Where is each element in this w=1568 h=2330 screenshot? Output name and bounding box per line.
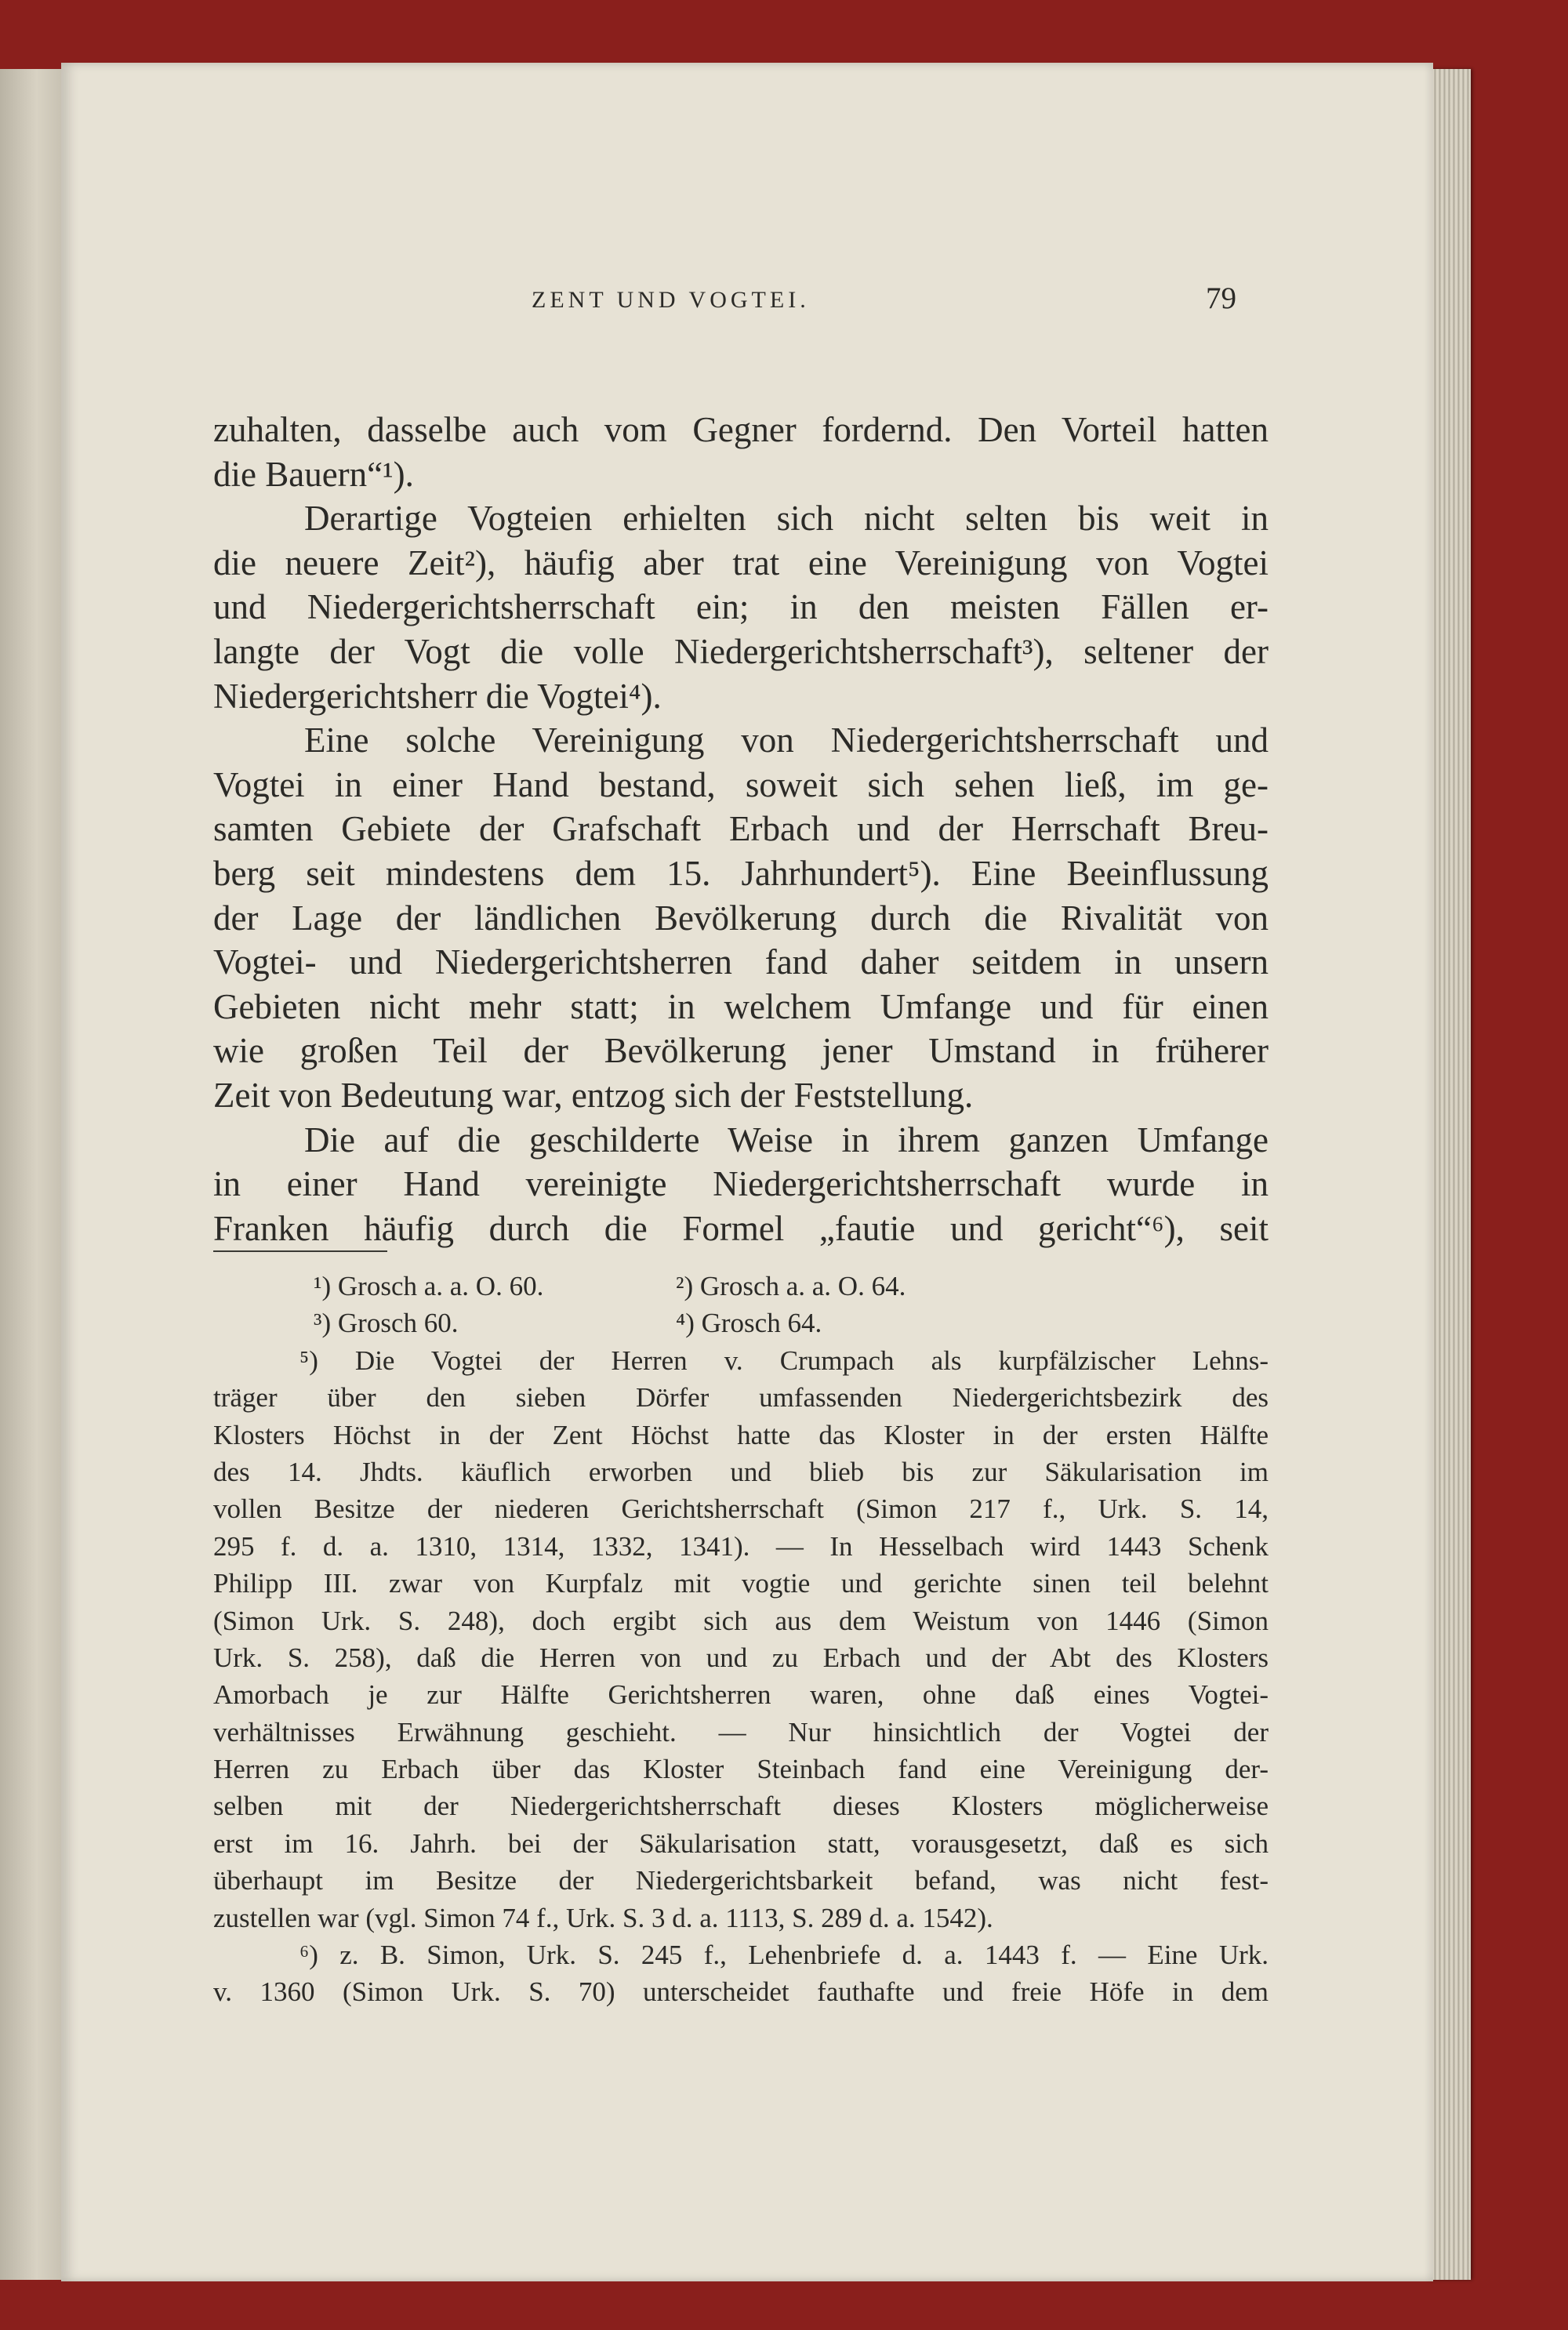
- body-line: Vogtei- und Niedergerichtsherren fand daher seitdem in unsern: [213, 942, 1269, 982]
- footnote-6-line: v. 1360 (Simon Urk. S. 70) unterscheidet fauthafte und freie Höfe in dem: [213, 1976, 1269, 2008]
- footnote-5-line: (Simon Urk. S. 248), doch ergibt sich aus dem Weistum von 1446 (Simon: [213, 1605, 1269, 1636]
- body-line: berg seit mindestens dem 15. Jahrhundert⁵). Eine Beeinflussung: [213, 853, 1269, 893]
- footnote-5-line: selben mit der Niedergerichtsherrschaft dieses Klosters möglicherweise: [213, 1791, 1269, 1822]
- body-line: Zeit von Bedeutung war, entzog sich der Feststellung.: [213, 1075, 974, 1115]
- running-title: ZENT UND VOGTEI.: [532, 287, 810, 313]
- body-line: samten Gebiete der Grafschaft Erbach und der Herrschaft Breu-: [213, 809, 1269, 849]
- footnote-5-line: 295 f. d. a. 1310, 1314, 1332, 1341). — In Hesselbach wird 1443 Schenk: [213, 1530, 1269, 1562]
- body-line: in einer Hand vereinigte Niedergerichtsherrschaft wurde in: [213, 1164, 1269, 1204]
- footnote-5-line: zustellen war (vgl. Simon 74 f., Urk. S. 3 d. a. 1113, S. 289 d. a. 1542).: [213, 1902, 993, 1933]
- body-line: Eine solche Vereinigung von Niedergerichtsherrschaft und: [304, 720, 1269, 760]
- body-line: Vogtei in einer Hand bestand, soweit sich sehen ließ, im ge-: [213, 764, 1269, 804]
- footnote-5-line: träger über den sieben Dörfer umfassenden Niedergerichtsbezirk des: [213, 1382, 1269, 1414]
- page-left-edge: [0, 69, 61, 2280]
- body-text: [213, 408, 1269, 1250]
- footnote-row: [213, 1268, 1269, 1305]
- body-line: Niedergerichtsherr die Vogtei⁴).: [213, 676, 662, 716]
- footnote-5-line: des 14. Jhdts. käuflich erworben und blieb bis zur Säkularisation im: [213, 1456, 1269, 1487]
- body-line: und Niedergerichtsherrschaft ein; in den meisten Fällen er-: [213, 587, 1269, 627]
- footnotes: [213, 1268, 1269, 2011]
- body-line: die neuere Zeit²), häufig aber trat eine Vereinigung von Vogtei: [213, 543, 1269, 582]
- body-line: zuhalten, dasselbe auch vom Gegner fordernd. Den Vorteil hatten: [213, 410, 1269, 449]
- body-line: wie großen Teil der Bevölkerung jener Umstand in früherer: [213, 1031, 1269, 1071]
- footnote-row: [213, 1305, 1269, 1341]
- footnote-5-line: Amorbach je zur Hälfte Gerichtsherren waren, ohne daß eines Vogtei-: [213, 1679, 1269, 1711]
- page-header: [61, 279, 1433, 326]
- footnote-1: ¹) Grosch a. a. O. 60.: [314, 1271, 544, 1301]
- footnote-4: ⁴) Grosch 64.: [676, 1308, 822, 1339]
- footnote-5-line: verhältnisses Erwähnung geschieht. — Nur hinsichtlich der Vogtei der: [213, 1716, 1269, 1748]
- book-page: [61, 63, 1433, 2281]
- body-line: Gebieten nicht mehr statt; in welchem Umfange und für einen: [213, 986, 1269, 1026]
- footnote-2: ²) Grosch a. a. O. 64.: [676, 1271, 906, 1301]
- page-number: 79: [1206, 281, 1236, 315]
- footnote-rule: [213, 1250, 387, 1252]
- body-line: die Bauern“¹).: [213, 454, 414, 494]
- footnote-5-line: ⁵) Die Vogtei der Herren v. Crumpach als kurpfälzischer Lehns-: [299, 1345, 1269, 1376]
- page-stack-edge: [1427, 69, 1471, 2280]
- footnote-3: ³) Grosch 60.: [314, 1308, 459, 1339]
- footnote-5-line: überhaupt im Besitze der Niedergerichtsbarkeit befand, was nicht fest-: [213, 1865, 1269, 1896]
- footnote-5-line: Klosters Höchst in der Zent Höchst hatte das Kloster in der ersten Hälfte: [213, 1419, 1269, 1450]
- body-line: Derartige Vogteien erhielten sich nicht selten bis weit in: [304, 499, 1269, 539]
- body-line: Die auf die geschilderte Weise in ihrem ganzen Umfange: [304, 1120, 1269, 1160]
- footnote-5-line: Herren zu Erbach über das Kloster Steinbach fand eine Vereinigung der-: [213, 1754, 1269, 1785]
- footnote-5-line: Urk. S. 258), daß die Herren von und zu Erbach und der Abt des Klosters: [213, 1642, 1269, 1673]
- footnote-6-line: ⁶) z. B. Simon, Urk. S. 245 f., Lehenbriefe d. a. 1443 f. — Eine Urk.: [299, 1940, 1269, 1971]
- body-line: langte der Vogt die volle Niedergerichtsherrschaft³), seltener der: [213, 631, 1269, 671]
- body-line: der Lage der ländlichen Bevölkerung durch die Rivalität von: [213, 898, 1269, 938]
- footnote-5-line: Philipp III. zwar von Kurpfalz mit vogtie und gerichte sinen teil belehnt: [213, 1568, 1269, 1599]
- footnote-5-line: erst im 16. Jahrh. bei der Säkularisation statt, vorausgesetzt, daß es sich: [213, 1827, 1269, 1859]
- body-line: Franken häufig durch die Formel „fautie und gericht“⁶), seit: [213, 1208, 1269, 1248]
- footnote-5-line: vollen Besitze der niederen Gerichtsherrschaft (Simon 217 f., Urk. S. 14,: [213, 1493, 1269, 1525]
